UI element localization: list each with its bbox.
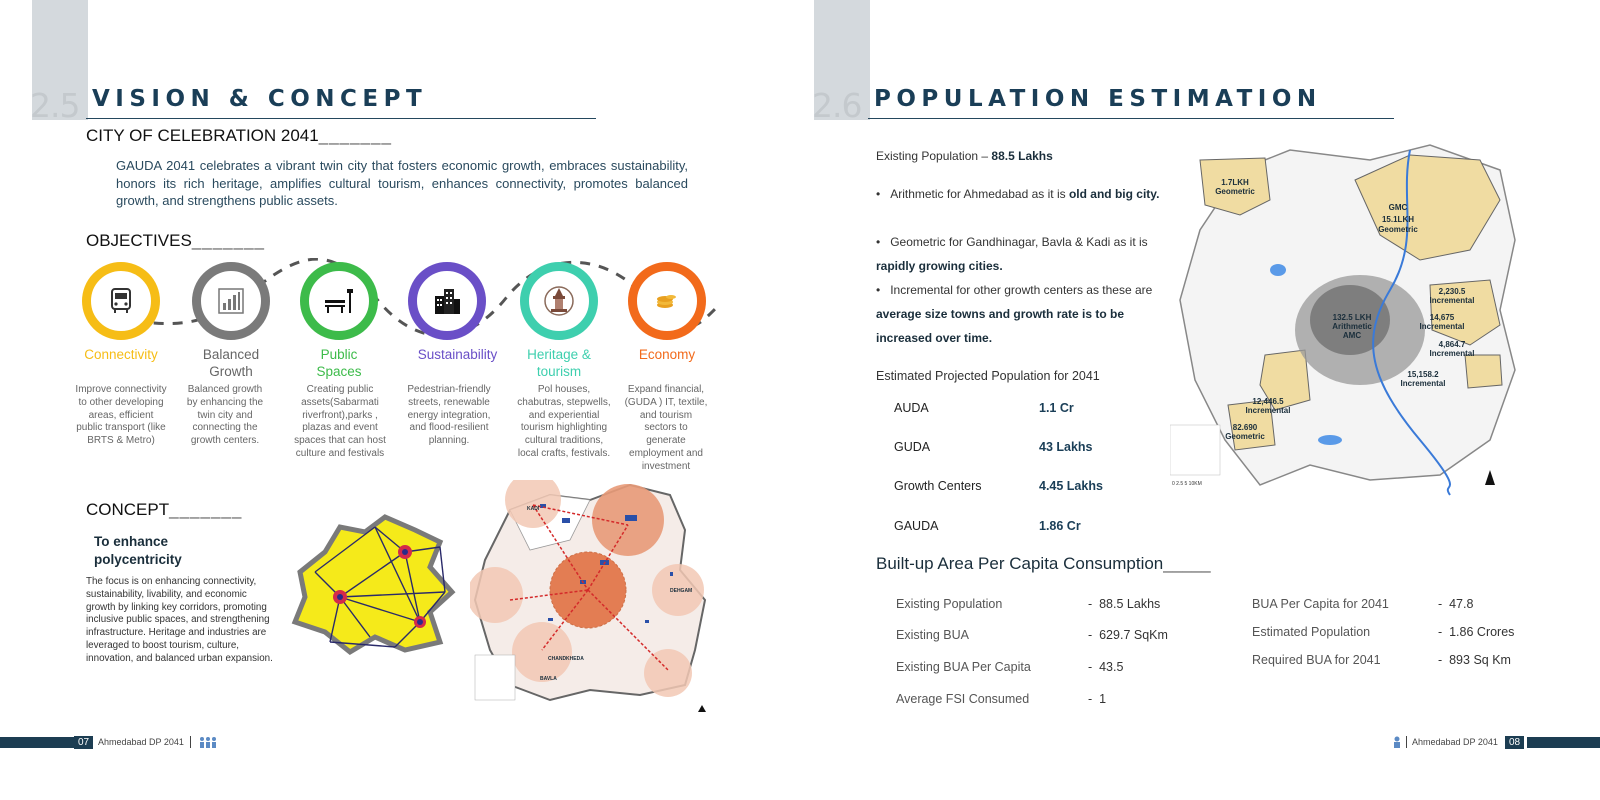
map-label-inc3-value: 4,864.7 [1438, 340, 1466, 349]
map-legend [1170, 425, 1220, 475]
projection-label-gauda: GAUDA [894, 519, 939, 533]
bar-chart-icon [214, 284, 248, 318]
balanced-growth-ring [192, 262, 270, 340]
objective-title-connectivity: Connectivity [84, 347, 158, 362]
footer-bar-left [0, 737, 74, 748]
objective-desc-sustainability: Pedestrian-friendly streets, renewable energy integration, and flood-resilient planning. [407, 384, 491, 447]
map-label-bavla-method: Geometric [1225, 432, 1265, 441]
projection-label-growth-centers: Growth Centers [894, 479, 982, 493]
bullet-incremental: • Incremental for other growth centers as these are average size towns and growth rate is to be increased over time. [876, 283, 1153, 345]
bua-label-existing-population: Existing Population [896, 597, 1003, 611]
bua-value-estimated-population: - 1.86 Crores [1438, 625, 1515, 639]
people-icon [198, 735, 222, 749]
city-heading: CITY OF CELEBRATION 2041_______ [86, 126, 392, 145]
bua-label-estimated-population: Estimated Population [1252, 625, 1371, 639]
projection-value-growth-centers: 4.45 Lakhs [1039, 479, 1103, 493]
bua-value-per-capita: - 43.5 [1088, 660, 1124, 674]
objective-title-sustainability: Sustainability [417, 347, 498, 362]
bua-label-average-fsi: Average FSI Consumed [896, 692, 1030, 706]
section-rule [86, 118, 596, 119]
concept-map-label-chandkheda: CHANDKHEDA [548, 656, 584, 662]
map-label-inc4-method: Incremental [1400, 379, 1446, 388]
section-title: POPULATION ESTIMATION [874, 86, 1322, 112]
map-label-amc-method: Arithmetic [1332, 322, 1372, 331]
objective-desc-balanced-growth: Balanced growth by enhancing the twin city and connecting the growth centers. [186, 384, 264, 447]
map-label-amc-name: AMC [1342, 331, 1362, 340]
section-title: VISION & CONCEPT [92, 86, 428, 112]
concept-map-label-dehgam: DEHGAM [670, 588, 693, 594]
existing-population: Existing Population – 88.5 Lakhs [876, 149, 1053, 163]
bua-label-per-capita: Existing BUA Per Capita [896, 660, 1031, 674]
connectivity-ring [82, 262, 160, 340]
projection-value-guda: 43 Lakhs [1039, 440, 1093, 454]
concept-map-label-kadi: KADI [527, 506, 540, 512]
footer-text-right: Ahmedabad DP 2041 [1412, 737, 1498, 747]
section-number: 2.5 [30, 86, 80, 125]
concept-heading: CONCEPT_______ [86, 500, 243, 519]
bua-value-existing-bua: - 629.7 SqKm [1088, 628, 1168, 642]
footer-page-number-left: 07 [74, 736, 93, 749]
map-label-gmc-name: GMC [1388, 203, 1408, 212]
map-label-amc-value: 132.5 LKH [1332, 313, 1372, 322]
projection-value-gauda: 1.86 Cr [1039, 519, 1081, 533]
bua-value-per-capita-2041: - 47.8 [1438, 597, 1474, 611]
bua-value-average-fsi: - 1 [1088, 692, 1107, 706]
concept-map-label-bavla: BAVLA [540, 676, 557, 682]
map-label-bavla-value: 82.690 [1232, 423, 1258, 432]
objective-title-heritage: Heritage & tourism [527, 347, 591, 379]
north-arrow-icon [698, 705, 706, 712]
objectives-heading: OBJECTIVES_______ [86, 231, 265, 250]
footer-page-number-right: 08 [1505, 736, 1524, 749]
coins-icon [650, 284, 684, 318]
bua-value-existing-population: - 88.5 Lakhs [1088, 597, 1161, 611]
objective-title-public-spaces: Public Spaces [316, 347, 362, 379]
map-label-inc2-value: 14,675 [1429, 313, 1455, 322]
concept-subheading: To enhance polycentricity [94, 534, 182, 567]
concept-paragraph: The focus is on enhancing connectivity, sustainability, livability, and economic growth by linking key corridors, promoting inclusive public spaces, and strengthening infrastructure. Heritage and industries are leveraged to boost tourism, culture, innovation, and balanced urban expansion. [86, 576, 273, 664]
bua-label-per-capita-2041: BUA Per Capita for 2041 [1252, 597, 1389, 611]
objective-desc-connectivity: Improve connectivity to other developing areas, efficient public transport (like BRTS & Metro) [75, 384, 167, 447]
map-label-kadi-value: 1.7LKH [1221, 178, 1249, 187]
map-label-kadi-method: Geometric [1215, 187, 1255, 196]
map-label-inc4-value: 15,158.2 [1407, 370, 1439, 379]
objective-title-balanced-growth: Balanced Growth [202, 347, 260, 379]
heritage-ring [520, 262, 598, 340]
vision-paragraph: GAUDA 2041 celebrates a vibrant twin city that fosters economic growth, embraces sustainability, honors its rich heritage, amplifies cultural tourism, enhances connectivity, promotes balanced growth, and strengthens public assets. [116, 158, 688, 208]
map-label-inc5-method: Incremental [1245, 406, 1291, 415]
bullet-geometric: • Geometric for Gandhinagar, Bavla & Kadi as it is rapidly growing cities. [876, 235, 1148, 273]
section-number: 2.6 [812, 86, 862, 125]
bench-icon [322, 284, 356, 318]
map-label-inc5-value: 12,446.5 [1252, 397, 1284, 406]
objective-title-economy: Economy [638, 347, 696, 362]
footer-divider-left [190, 736, 191, 748]
sustainability-ring [408, 262, 486, 340]
objective-desc-heritage: Pol houses, chabutras, stepwells, and experiential tourism highlighting cultural traditions, local crafts, festivals. [517, 384, 611, 459]
buildings-icon [430, 284, 464, 318]
map-label-inc3-method: Incremental [1429, 349, 1475, 358]
bua-label-existing-bua: Existing BUA [896, 628, 969, 642]
bua-heading: Built-up Area Per Capita Consumption_____ [876, 554, 1211, 573]
map-label-inc1-value: 2,230.5 [1438, 287, 1466, 296]
concept-map-legend [475, 655, 515, 700]
projected-heading: Estimated Projected Population for 2041 [876, 369, 1100, 383]
map-label-gmc-method: Geometric [1378, 225, 1418, 234]
bua-label-required-bua: Required BUA for 2041 [1252, 653, 1381, 667]
footer-bar-right [1527, 737, 1600, 748]
person-icon [1392, 736, 1402, 748]
economy-ring [628, 262, 706, 340]
objective-desc-public-spaces: Creating public assets(Sabarmati riverfront),parks , plazas and event spaces that can host culture and festivals [294, 384, 386, 459]
population-map [1170, 140, 1530, 500]
concept-map [470, 480, 715, 715]
public-spaces-ring [300, 262, 378, 340]
footer-divider-right [1406, 736, 1407, 748]
projection-label-guda: GUDA [894, 440, 931, 454]
map-label-inc2-method: Incremental [1419, 322, 1465, 331]
section-rule [868, 118, 1394, 119]
bua-value-required-bua: - 893 Sq Km [1438, 653, 1511, 667]
map-scale: 0 2.5 5 10KM [1172, 481, 1202, 487]
footer-text-left: Ahmedabad DP 2041 [98, 737, 184, 747]
temple-icon [542, 284, 576, 318]
objective-desc-economy: Expand financial,(GUDA ) IT, textile, and tourism sectors to generate employment and investment [624, 384, 708, 472]
map-label-gmc-value: 15.1LKH [1381, 215, 1415, 224]
projection-value-auda: 1.1 Cr [1039, 401, 1074, 415]
polycentricity-diagram [280, 512, 460, 662]
bullet-arithmetic: • Arithmetic for Ahmedabad as it is old and big city. [876, 187, 1160, 201]
map-label-inc1-method: Incremental [1429, 296, 1475, 305]
bus-icon [104, 284, 138, 318]
projection-label-auda: AUDA [894, 401, 929, 415]
